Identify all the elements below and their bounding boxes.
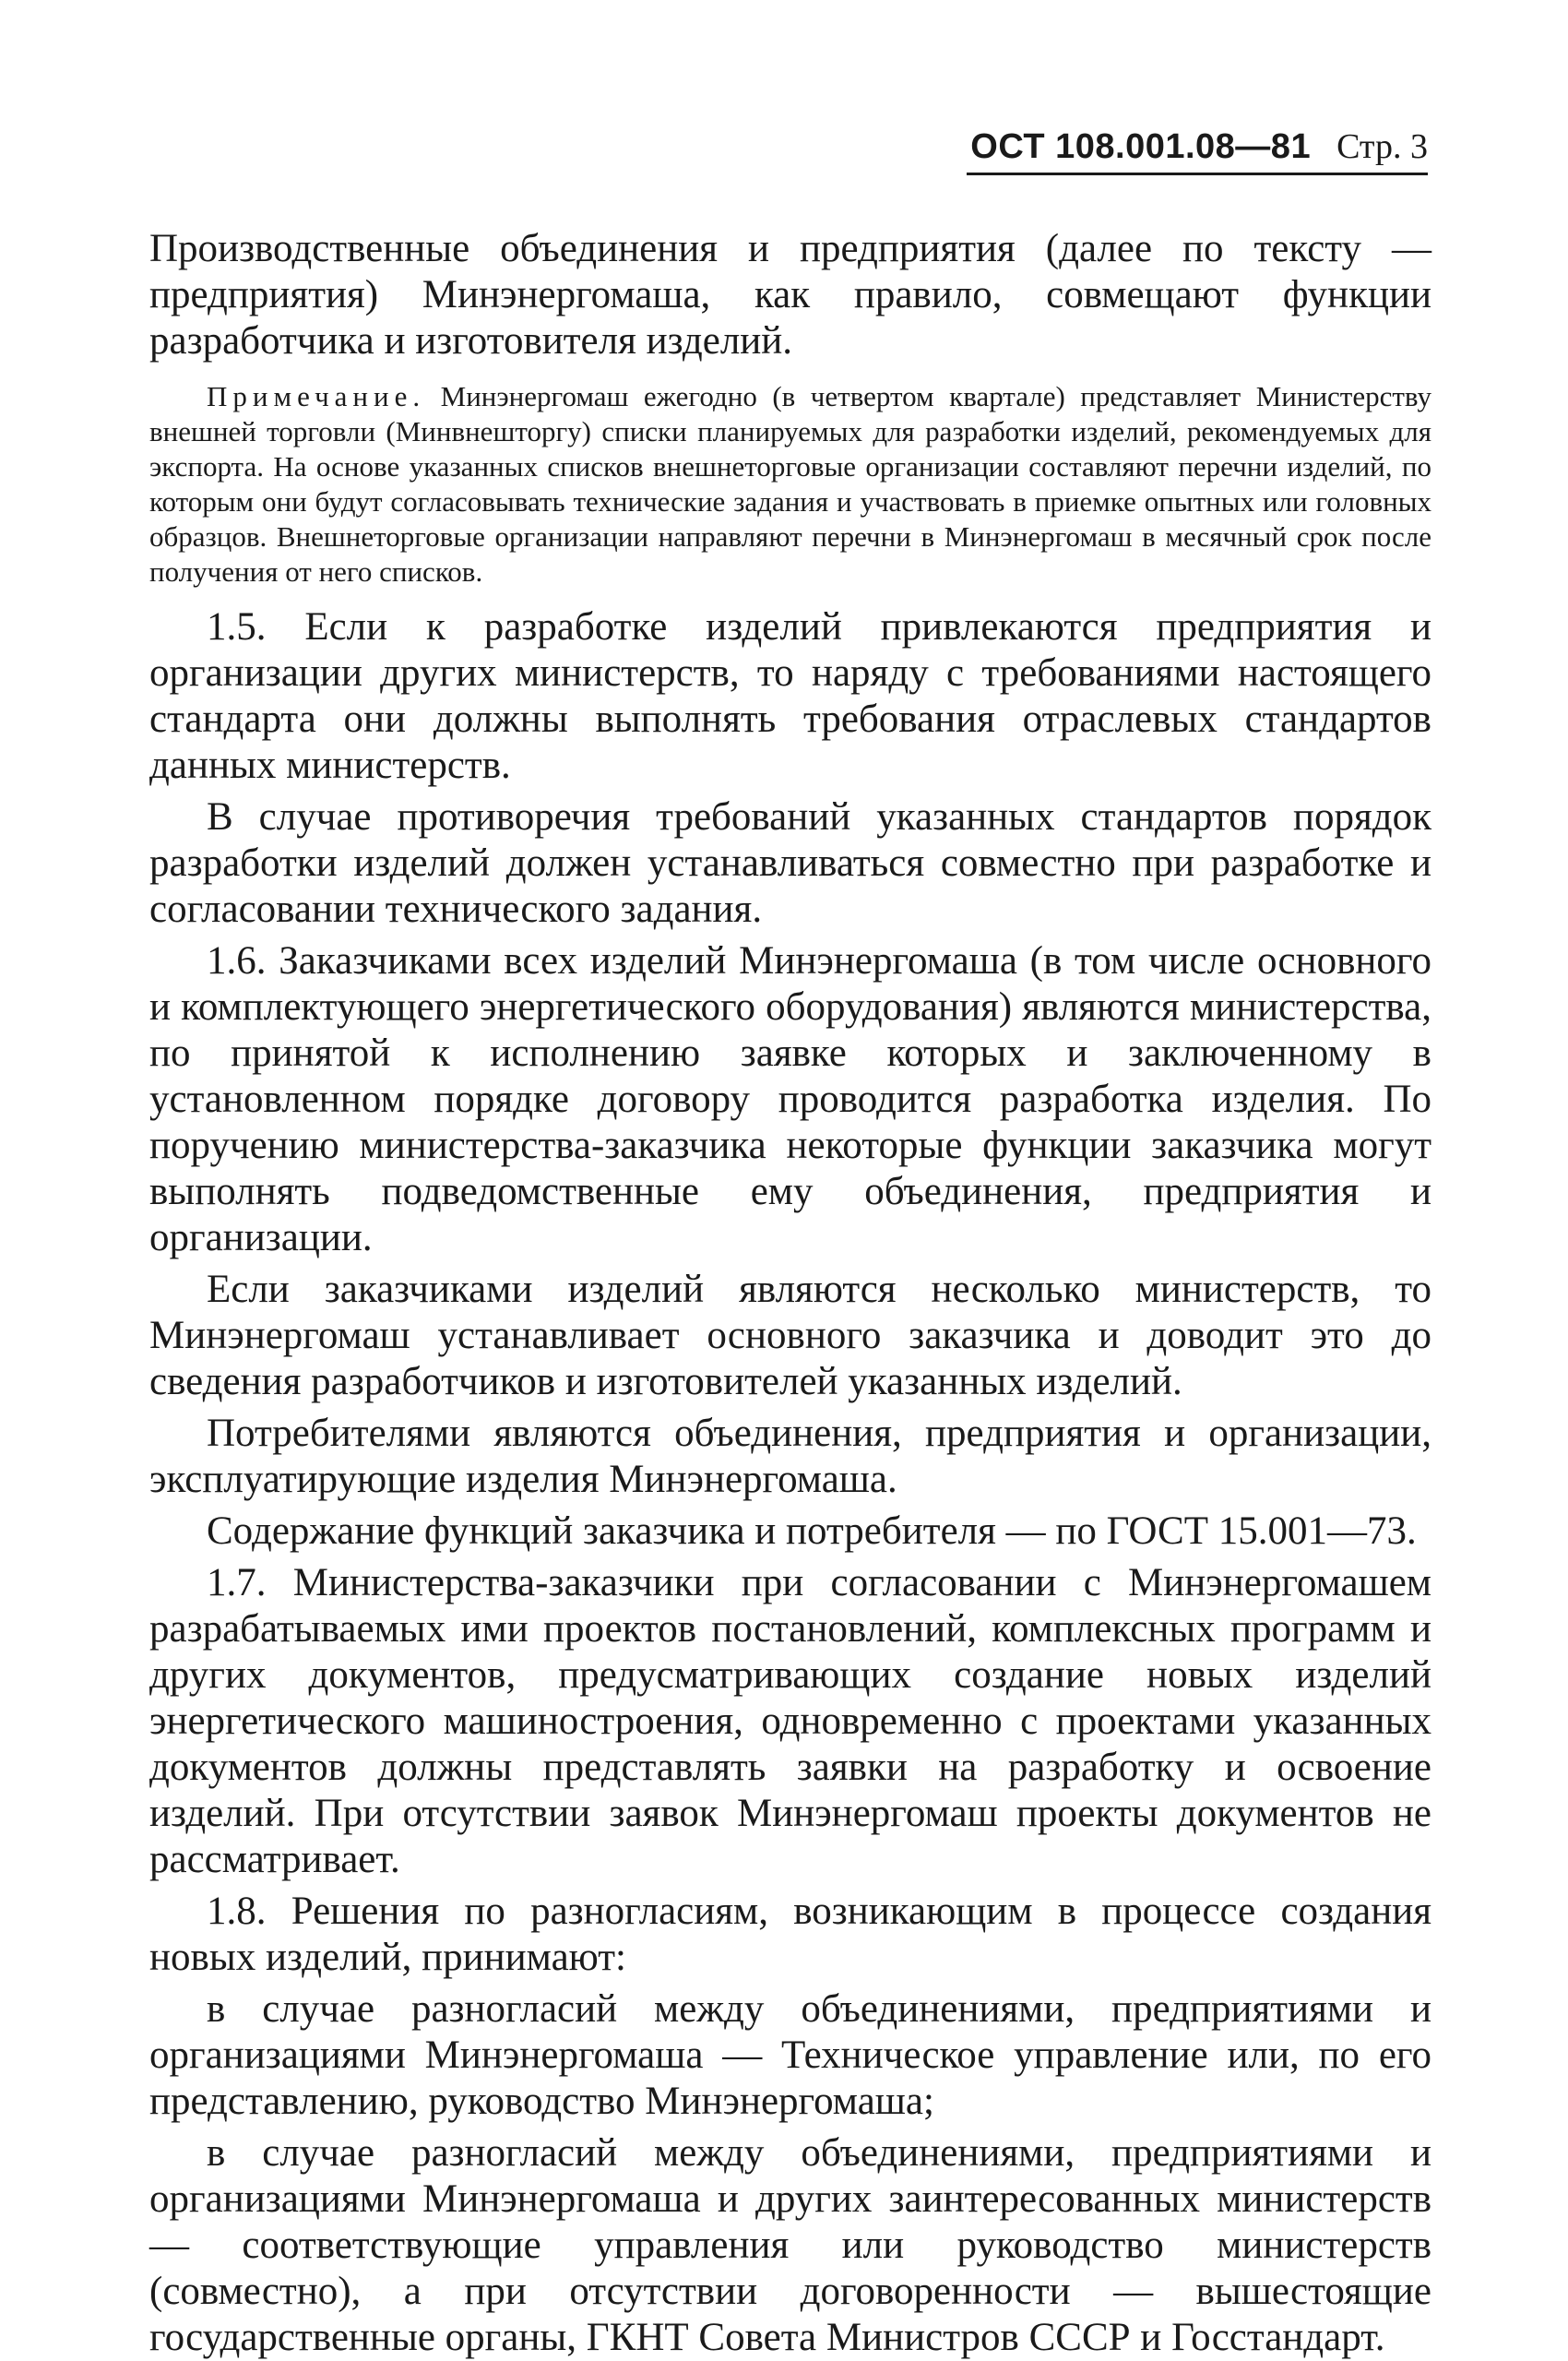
note-block [149,379,1431,590]
doc-code: ОСТ 108.001.08—81 [970,127,1312,166]
page-number: Стр. 3 [1336,127,1428,166]
paragraph: 1.8. Решения по разногласиям, возникающим в процессе создания новых изделий, принимают: [149,1890,1431,1979]
paragraph: 1.7. Министерства-заказчики при согласовании с Минэнергомашем разрабатываемых ими проектов постановлений, комплексных программ и других документов, предусматривающих создание новых изделий энергетического машиностроения, одновременно с проектами указанных документов должны представлять заявки на разработку и освоение изделий. При отсутствии заявок Минэнергомаш проекты документов не рассматривает. [149,1561,1431,1881]
document-body [149,226,1431,2361]
paragraph: в случае разногласий между объединениями, предприятиями и организациями Минэнергомаша — Техническое управление или, по его представлению, руководство Минэнергомаша; [149,1987,1431,2123]
paragraph: Потребителями являются объединения, предприятия и организации, эксплуатирующие изделия Минэнергомаша. [149,1412,1431,1501]
note-text: Минэнергомаш ежегодно (в четвертом квартале) представляет Министерству внешней торговли (Минвнешторгу) списки планируемых для разработки изделий, рекомендуемых для экспорта. На основе указанных списков внешнеторговые организации составляют перечни изделий, по которым они будут согласовывать технические задания и участвовать в приемке опытных или головных образцов. Внешнеторговые организации направляют перечни в Минэнергомаш в месячный срок после получения от него списков. [149,380,1431,588]
paragraph: в случае разногласий между объединениями, предприятиями и организациями Минэнергомаша и других заинтересованных министерств — соответствующие управления или руководство министерств (совместно), а при отсутствии договоренности — вышестоящие государственные органы, ГКНТ Совета Министров СССР и Госстандарт. [149,2131,1431,2359]
note-label: Примечание. [207,380,426,412]
paragraph: Производственные объединения и предприятия (далее по тексту — предприятия) Минэнергомаша, как правило, совмещают функции разработчика и изготовителя изделий. [149,227,1431,363]
paragraph: Если заказчиками изделий являются несколько министерств, то Минэнергомаш устанавливает основного заказчика и доводит это до сведения разработчиков и изготовителей указанных изделий. [149,1268,1431,1403]
paragraph: 1.6. Заказчиками всех изделий Минэнергомаша (в том числе основного и комплектующего энергетического оборудования) являются министерства, по принятой к исполнению заявке которых и заключенному в установленном порядке договору проводится разработка изделия. По поручению министерства-заказчика некоторые функции заказчика могут выполнять подведомственные ему объединения, предприятия и организации. [149,939,1431,1259]
header-rule [967,173,1428,175]
paragraph: В случае противоречия требований указанных стандартов порядок разработки изделий должен устанавливаться совместно при разработке и согласовании технического задания. [149,795,1431,931]
page-header [970,129,1428,164]
paragraph: 1.5. Если к разработке изделий привлекаются предприятия и организации других министерств, то наряду с требованиями настоящего стандарта они должны выполнять требования отраслевых стандартов данных министерств. [149,605,1431,787]
paragraph: Содержание функций заказчика и потребителя — по ГОСТ 15.001—73. [207,1509,1417,1553]
